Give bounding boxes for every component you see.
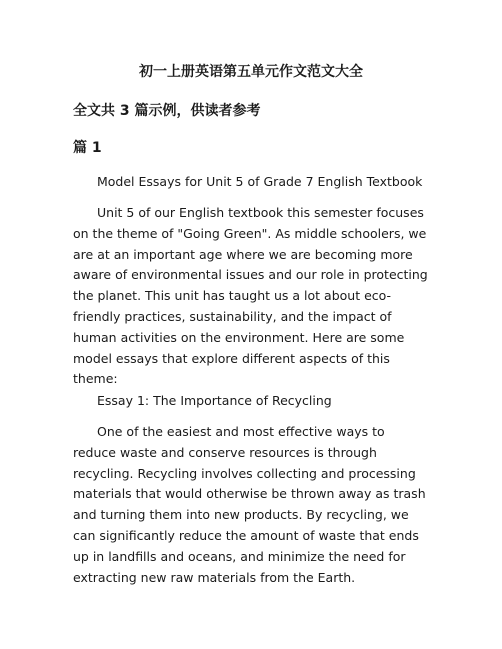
intro-paragraph: Unit 5 of our English textbook this semester focuses on the theme of "Going Green". As middle schoolers, we are at an important age where we are becoming more aware of environmental issues and our role in protecting the planet. This unit has taught us a lot about eco-friendly practices, sustainability, and the impact of human activities on the environment. Here are some model essays that explore different aspects of this theme: [73, 205, 428, 387]
document-title: 初一上册英语第五单元作文范文大全 [139, 64, 363, 80]
section-label: 篇 1 [73, 140, 102, 156]
essay-collection-heading: Model Essays for Unit 5 of Grade 7 English Textbook [97, 174, 423, 189]
essay-body-paragraph: One of the easiest and most effective ways to reduce waste and conserve resources is through recycling. Recycling involves collecting and processing materials that would otherwise be thrown away as trash and turning them into new products. By recycling, we can significantly reduce the amount of waste that ends up in landfills and oceans, and minimize the need for extracting new raw materials from the Earth. [73, 424, 426, 585]
document-subtitle: 全文共 3 篇示例，供读者参考 [73, 103, 261, 119]
essay-title: Essay 1: The Importance of Recycling [97, 393, 332, 408]
